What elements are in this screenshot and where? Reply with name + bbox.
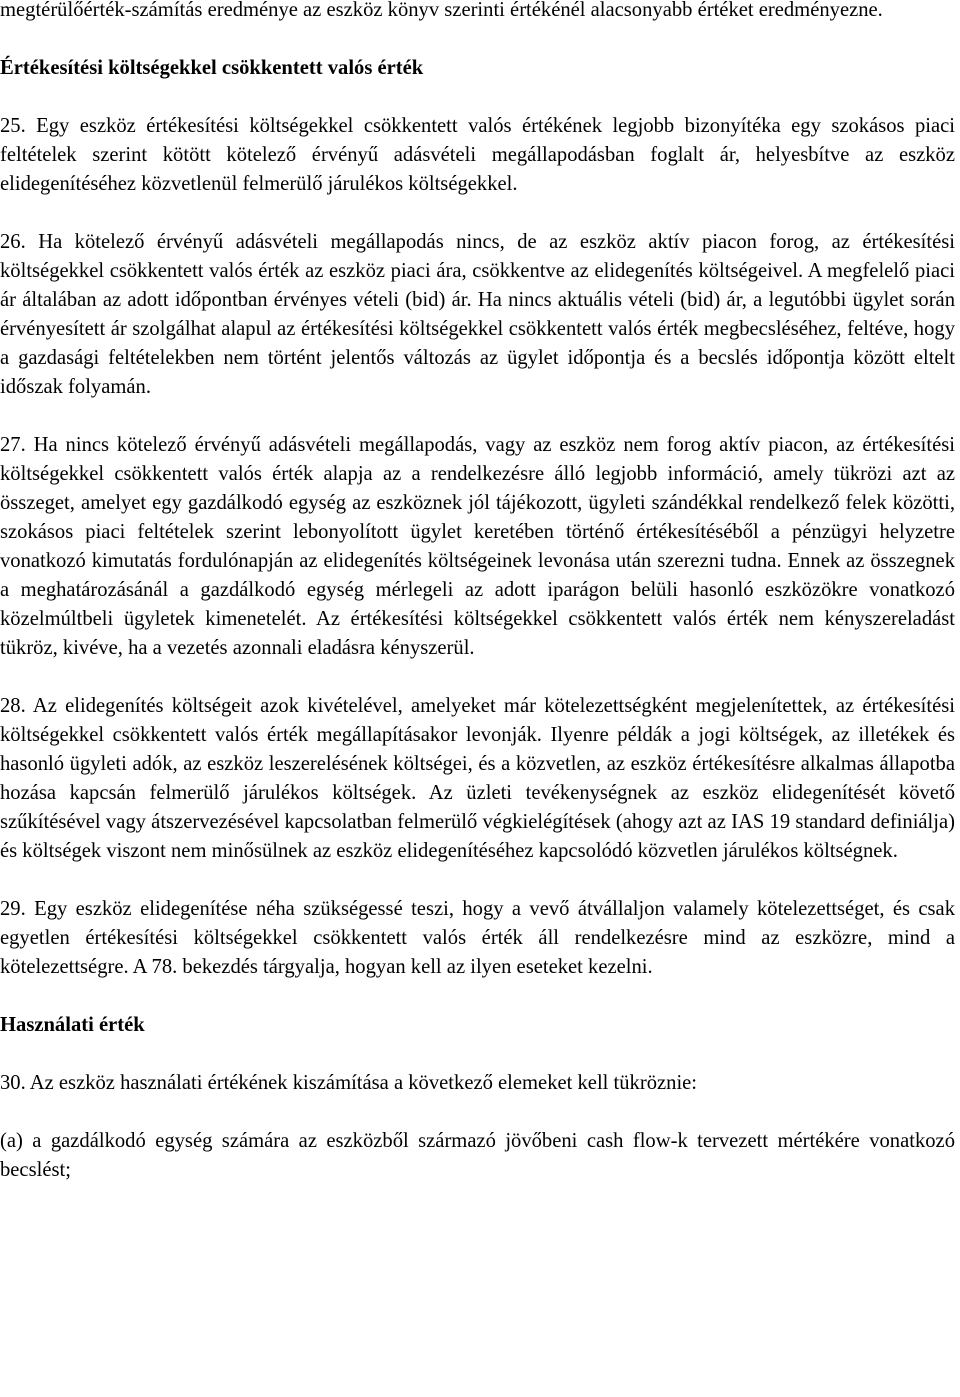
list-item-a: (a) a gazdálkodó egység számára az eszközből származó jövőbeni cash flow-k tervezett mértékére vonatkozó becslést; [0,1130,955,1181]
intro-paragraph: megtérülőérték-számítás eredménye az eszköz könyv szerinti értékénél alacsonyabb értéket eredményezne. [0,0,883,21]
paragraph-25: 25. Egy eszköz értékesítési költségekkel csökkentett valós értékének legjobb bizonyítéka egy szokásos piaci feltételek szerint kötött kötelező érvényű adásvételi megállapodásban foglalt ár, helyesbítve az eszköz elidegenítéséhez közvetlenül felmerülő járulékos költségekkel. [0,115,955,195]
paragraph-26: 26. Ha kötelező érvényű adásvételi megállapodás nincs, de az eszköz aktív piacon forog, az értékesítési költségekkel csökkentett valós érték az eszköz piaci ára, csökkentve az elidegenítés költségeivel. A megfelelő piaci ár általában az adott időpontban érvényes vételi (bid) ár. Ha nincs aktuális vételi (bid) ár, a legutóbbi ügylet során érvényesített ár szolgálhat alapul az értékesítési költségekkel csökkentett valós érték megbecsléséhez, feltéve, hogy a gazdasági feltételekben nem történt jelentős változás az ügylet időpontja és a becslés időpontja között eltelt időszak folyamán. [0,231,955,398]
section-heading-value-in-use: Használati érték [0,1014,145,1036]
paragraph-28: 28. Az elidegenítés költségeit azok kivételével, amelyeket már kötelezettségként megjelenítettek, az értékesítési költségekkel csökkentett valós érték megállapításakor levonják. Ilyenre példák a jogi költségek, az illetékek és hasonló ügyleti adók, az eszköz leszerelésének költségei, és a közvetlen, az eszköz értékesítésre alkalmas állapotba hozása kapcsán felmerülő járulékos költségek. Az üzleti tevékenységnek az eszköz elidegenítését követő szűkítésével vagy átszervezésével kapcsolatban felmerülő végkielégítések (ahogy azt az IAS 19 standard definiálja) és költségek viszont nem minősülnek az eszköz elidegenítéséhez kapcsolódó közvetlen járulékos költségnek. [0,695,955,862]
paragraph-27: 27. Ha nincs kötelező érvényű adásvételi megállapodás, vagy az eszköz nem forog aktív piacon, az értékesítési költségekkel csökkentett valós érték alapja az a rendelkezésre álló legjobb információ, amely tükrözi azt az összeget, amelyet egy gazdálkodó egység az eszköznek jól tájékozott, ügyleti szándékkal rendelkező felek közötti, szokásos piaci feltételek szerint lebonyolított ügylet keretében történő értékesítéséből a pénzügyi helyzetre vonatkozó kimutatás fordulónapján az elidegenítés költségeinek levonása után szerezni tudna. Ennek az összegnek a meghatározásánál a gazdálkodó egység mérlegeli az adott iparágon belüli hasonló eszközökre vonatkozó közelmúltbeli ügyletek kimenetelét. Az értékesítési költségekkel csökkentett valós érték nem kényszereladást tükröz, kivéve, ha a vezetés azonnali eladásra kényszerül. [0,434,955,659]
paragraph-30: 30. Az eszköz használati értékének kiszámítása a következő elemeket kell tükröznie: [0,1072,698,1094]
section-heading-fair-value: Értékesítési költségekkel csökkentett valós érték [0,57,424,79]
paragraph-29: 29. Egy eszköz elidegenítése néha szükségessé teszi, hogy a vevő átvállaljon valamely kötelezettséget, és csak egyetlen értékesítési költségekkel csökkentett valós érték áll rendelkezésre mind az eszközre, mind a kötelezettségre. A 78. bekezdés tárgyalja, hogyan kell az ilyen eseteket kezelni. [0,898,955,978]
